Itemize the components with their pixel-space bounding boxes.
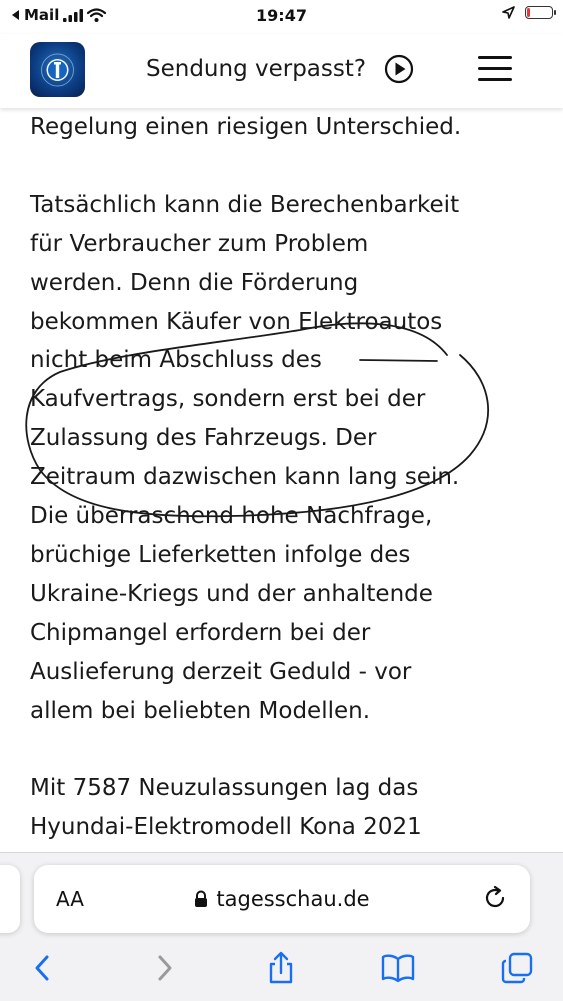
previous-tab-card[interactable] [0,865,20,933]
play-icon[interactable] [384,54,414,84]
reload-icon[interactable] [482,885,508,911]
article-text-line: Die überraschend hohe Nachfrage, [30,503,433,529]
article-text-line: allem bei beliebten Modellen. [30,697,371,724]
battery-icon [525,6,553,19]
share-icon[interactable] [264,951,298,985]
status-bar [0,0,563,34]
article-text-line: nicht beim Abschluss des [30,347,322,374]
url-text: tagesschau.de [216,887,370,911]
tagesschau-logo[interactable] [30,42,85,97]
article-text-line: werden. Denn die Förderung [30,269,359,296]
article-text-line: bekommen Käufer von Elektroautos [30,308,443,335]
book-icon[interactable] [381,951,415,985]
location-arrow-icon [502,6,515,19]
article-text-line: brüchige Lieferketten infolge des [30,541,411,568]
browser-toolbar [0,951,563,991]
browser-chrome [0,852,563,1001]
address-bar[interactable] [34,865,530,933]
article-text-line: Ukraine-Kriegs und der anhaltende [30,580,433,607]
aa-label: AA [56,887,84,911]
article-text-line: Hyundai-Elektromodell Kona 2021 [30,814,422,841]
article-text-line: Zulassung des Fahrzeugs. Der [30,425,377,452]
tabs-icon[interactable] [500,951,534,985]
clock: 19:47 [256,6,307,25]
logo-globe-icon [30,42,85,97]
article-text-line: Chipmangel erfordern bei der [30,619,371,646]
article-body [30,108,530,853]
article-text-line: Mit 7587 Neuzulassungen lag das [30,775,419,802]
hamburger-menu-icon[interactable] [478,56,512,82]
missed-broadcast-link[interactable]: Sendung verpasst? [146,56,367,82]
chevron-right-icon[interactable] [147,951,181,985]
article-text-line: Kaufvertrags, sondern erst bei der [30,386,426,413]
article-text-line: Auslieferung derzeit Geduld - vor [30,658,412,685]
article-text-line: Zeitraum dazwischen kann lang sein. [30,464,460,491]
article-text-line: Regelung einen riesigen Unterschied. [30,114,462,140]
chevron-left-icon[interactable] [26,951,60,985]
lock-icon [194,890,208,908]
article-text-line: für Verbraucher zum Problem [30,230,369,257]
carrier-label: Mail [24,6,60,24]
article-text-line: Tatsächlich kann die Berechenbarkeit [30,191,460,218]
url-display[interactable] [34,887,530,911]
site-header [0,34,563,108]
